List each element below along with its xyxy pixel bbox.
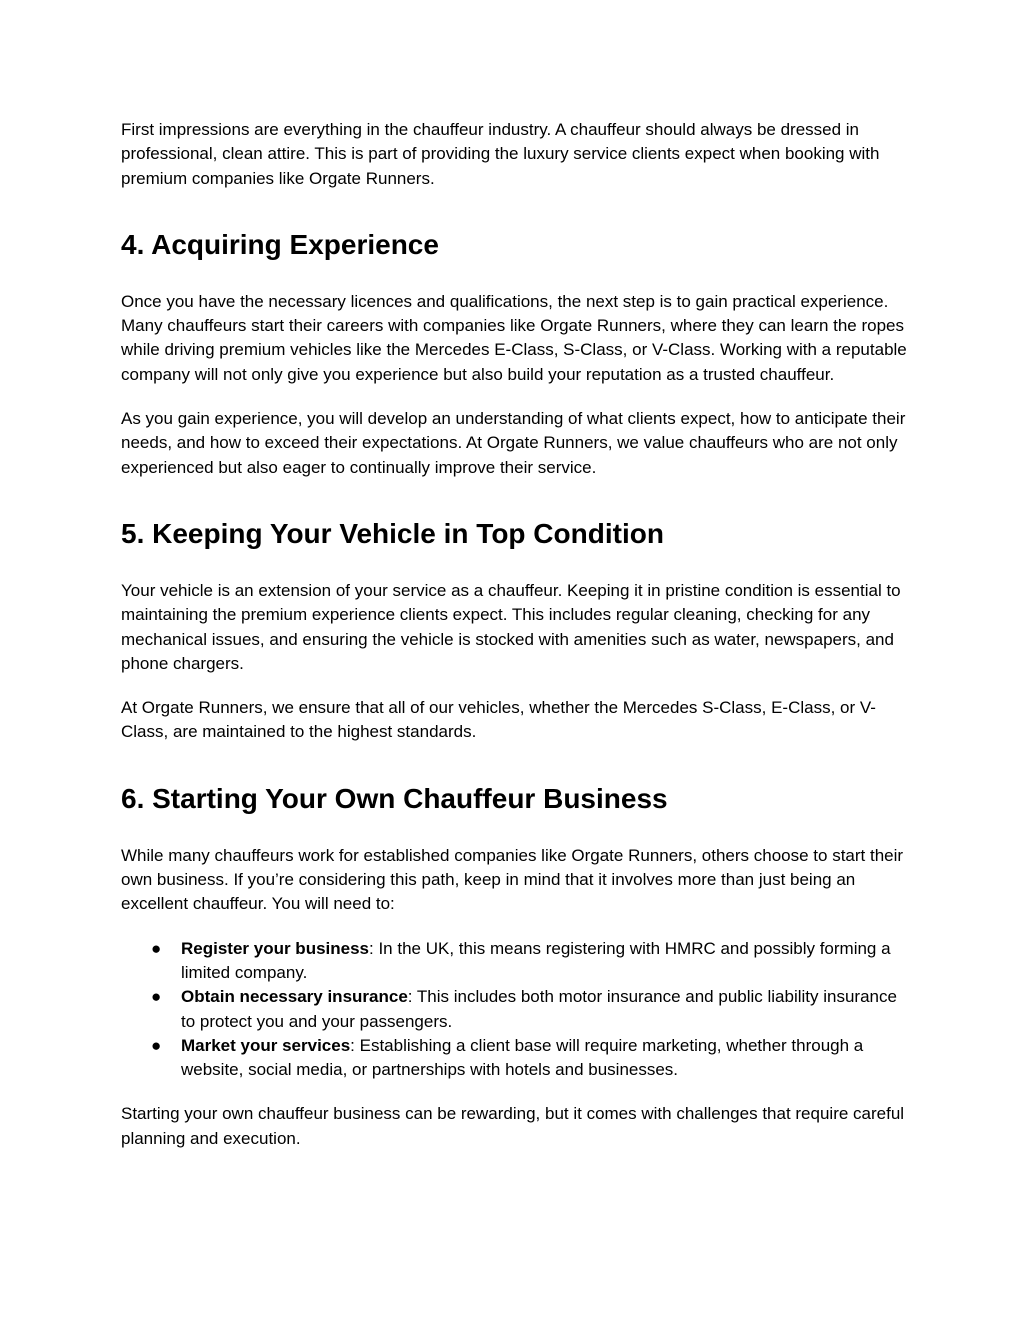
section-6-heading: 6. Starting Your Own Chauffeur Business <box>121 782 668 814</box>
section-6-paragraph-1: While many chauffeurs work for established companies like Orgate Runners, others choose to start their own business. If you’re considering this path, keep in mind that it involves more than just being an excellent chauffeur. You will need to: <box>121 845 904 914</box>
list-item-term: Market your services <box>181 1035 351 1055</box>
list-item-text: : This includes both motor insurance and public liability insurance to protect you and your passengers. <box>181 987 897 1031</box>
list-item-text: : In the UK, this means registering with HMRC and possibly forming a limited company. <box>181 938 891 982</box>
list-item <box>121 1034 907 1083</box>
section-5-paragraph-2: At Orgate Runners, we ensure that all of our vehicles, whether the Mercedes S-Class, E-Class, or V-Class, are maintained to the highest standards. <box>121 698 876 742</box>
document-page <box>121 118 907 1151</box>
section-5-heading: 5. Keeping Your Vehicle in Top Condition <box>121 517 664 549</box>
bullet-icon: ● <box>151 1035 162 1055</box>
section-4-paragraph-1: Once you have the necessary licences and qualifications, the next step is to gain practical experience. Many chauffeurs start their careers with companies like Orgate Runners, where they can learn the ropes while driving premium vehicles like the Mercedes E-Class, S-Class, or V-Class. Working with a reputable company will not only give you experience but also build your reputation as a trusted chauffeur. <box>121 291 907 384</box>
bullet-icon: ● <box>151 938 162 958</box>
list-item-term: Register your business <box>181 938 370 958</box>
section-6-closing-paragraph: Starting your own chauffeur business can be rewarding, but it comes with challenges that require careful planning and execution. <box>121 1104 905 1148</box>
bullet-icon: ● <box>151 987 162 1007</box>
list-item <box>121 937 907 986</box>
intro-paragraph: First impressions are everything in the chauffeur industry. A chauffeur should always be dressed in professional, clean attire. This is part of providing the luxury service clients expect when booking with premium companies like Orgate Runners. <box>121 120 880 188</box>
list-item <box>121 985 907 1034</box>
list-item-term: Obtain necessary insurance <box>181 987 408 1007</box>
section-4-paragraph-2: As you gain experience, you will develop an understanding of what clients expect, how to anticipate their needs, and how to exceed their expectations. At Orgate Runners, we value chauffeurs who are not only experienced but also eager to continually improve their service. <box>121 409 906 477</box>
business-steps-list <box>121 937 907 1083</box>
list-item-text: : Establishing a client base will require marketing, whether through a website, social media, or partnerships with hotels and businesses. <box>181 1035 864 1080</box>
section-5-paragraph-1: Your vehicle is an extension of your service as a chauffeur. Keeping it in pristine condition is essential to maintaining the premium experience clients expect. This includes regular cleaning, checking for any mechanical issues, and ensuring the vehicle is stocked with amenities such as water, newspapers, and phone chargers. <box>121 580 901 673</box>
section-4-heading: 4. Acquiring Experience <box>121 228 439 260</box>
